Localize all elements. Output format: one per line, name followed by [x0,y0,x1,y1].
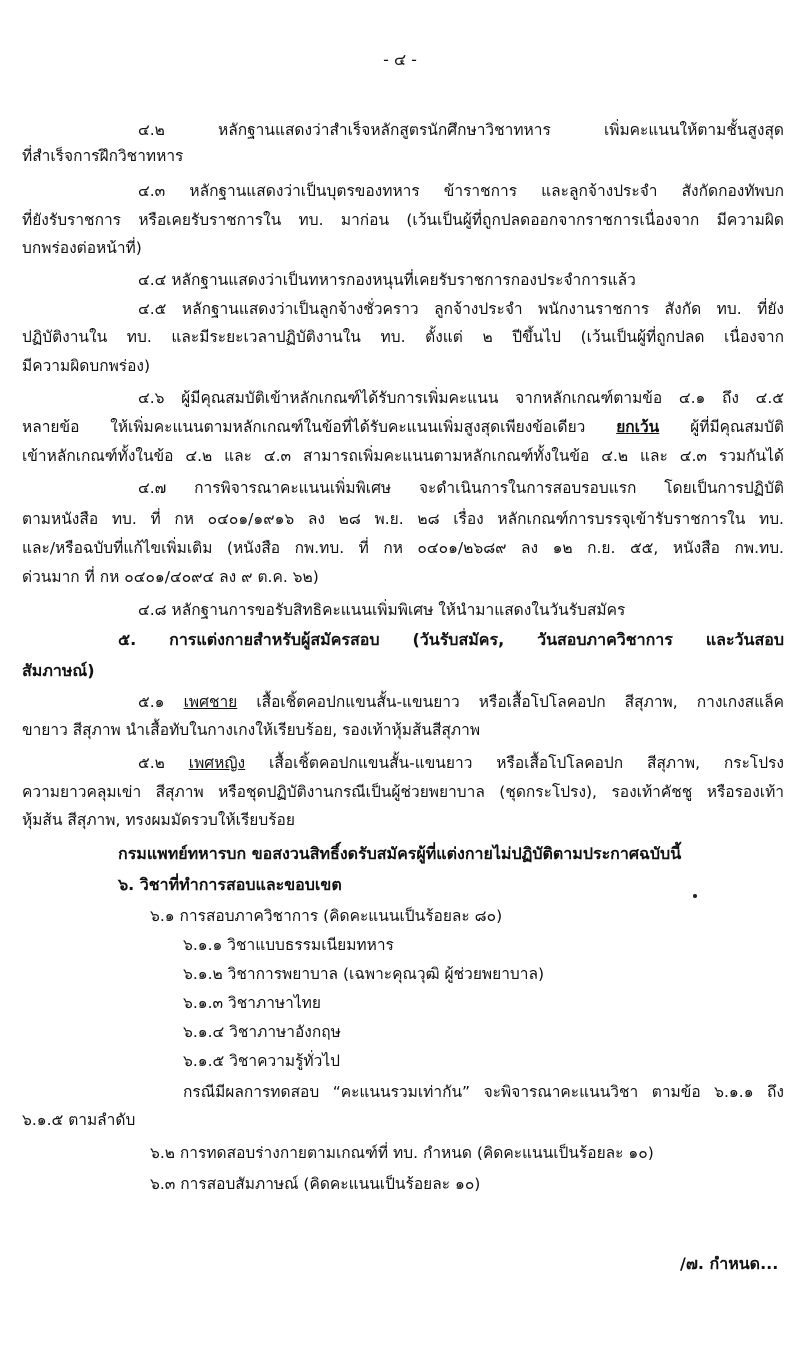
item-5-1-number: ๕.๑ [138,693,184,711]
item-6-1-3: ๖.๑.๓ วิชาภาษาไทย [183,994,321,1012]
item-4-7-line-2: ตามหนังสือ ทบ. ที่ กห ๐๔๐๑/๑๙๑๖ ลง ๒๘ พ.ย. ๒๘ เรื่อง หลักเกณฑ์การบรรจุเข้ารับราชการใน ทบ. [22,510,784,528]
item-4-5-line-3: มีความผิดบกพร่อง) [22,357,151,375]
item-5-2-number: ๕.๒ [138,754,189,772]
item-6-1: ๖.๑ การสอบภาควิชาการ (คิดคะแนนเป็นร้อยละ ๘๐) [150,907,503,925]
item-5-1-line-2: ขายาว สีสุภาพ นำเสื้อทับในกางเกงให้เรียบร้อย, รองเท้าหุ้มส้นสีสุภาพ [22,721,481,739]
item-4-6-line-2 [22,417,784,437]
item-4-6-line-1: ๔.๖ ผู้มีคุณสมบัติเข้าหลักเกณฑ์ได้รับการเพิ่มคะแนน จากหลักเกณฑ์ตามข้อ ๔.๑ ถึง ๔.๕ [138,389,784,407]
item-5-1-line-1 [138,692,784,712]
item-4-5-line-2: ปฏิบัติงานใน ทบ. และมีระยะเวลาปฏิบัติงานใน ทบ. ตั้งแต่ ๒ ปีขึ้นไป (เว้นเป็นผู้ที่ถูกปลด เนื่องจาก [22,328,784,346]
item-6-2: ๖.๒ การทดสอบร่างกายตามเกณฑ์ที่ ทบ. กำหนด (คิดคะแนนเป็นร้อยละ ๑๐) [150,1144,654,1162]
item-4-6-text-a: หลายข้อ ให้เพิ่มคะแนนตามหลักเกณฑ์ในข้อที่ได้รับคะแนนเพิ่มสูงสุดเพียงข้อเดียว [22,418,617,436]
item-4-8: ๔.๘ หลักฐานการขอรับสิทธิคะแนนเพิ่มพิเศษ ให้นำมาแสดงในวันรับสมัคร [138,601,626,619]
item-4-5-line-1: ๔.๕ หลักฐานแสดงว่าเป็นลูกจ้างชั่วคราว ลูกจ้างประจำ พนักงานราชการ สังกัด ทบ. ที่ยัง [138,300,784,318]
item-5-2-line-3: หุ้มส้น สีสุภาพ, ทรงผมมัดรวบให้เรียบร้อย [22,811,295,829]
item-4-7-line-1: ๔.๗ การพิจารณาคะแนนเพิ่มพิเศษ จะดำเนินการในการสอบรอบแรก โดยเป็นการปฏิบัติ [138,479,784,497]
item-4-2-line-1: ๔.๒ หลักฐานแสดงว่าสำเร็จหลักสูตรนักศึกษาวิชาทหาร เพิ่มคะแนนให้ตามชั้นสูงสุด [138,121,784,139]
item-5-2-text: เสื้อเชิ้ตคอปกแขนสั้น-แขนยาว หรือเสื้อโปโลคอปก สีสุภาพ, กระโปรง [245,754,784,772]
item-4-4: ๔.๔ หลักฐานแสดงว่าเป็นทหารกองหนุนที่เคยรับราชการกองประจำการแล้ว [138,271,636,289]
item-5-1-text: เสื้อเชิ้ตคอปกแขนสั้น-แขนยาว หรือเสื้อโปโลคอปก สีสุภาพ, กางเกงสแล็ค [237,693,784,711]
item-4-3-line-3: บกพร่องต่อหน้าที่) [22,239,142,257]
continuation-marker: /๗. กำหนด... [680,1254,779,1273]
ink-dot [693,894,697,898]
dress-code-notice: กรมแพทย์ทหารบก ขอสงวนสิทธิ์งดรับสมัครผู้ที่แต่งกายไม่ปฏิบัติตามประกาศฉบับนี้ [118,844,682,863]
item-6-1-1: ๖.๑.๑ วิชาแบบธรรมเนียมทหาร [183,936,394,954]
item-4-7-line-4: ด่วนมาก ที่ กห ๐๔๐๑/๔๐๙๔ ลง ๙ ต.ค. ๖๒) [22,568,319,586]
item-5-2-line-1 [138,753,784,773]
item-5-2-line-2: ความยาวคลุมเข่า สีสุภาพ หรือชุดปฏิบัติงานกรณีเป็นผู้ช่วยพยาบาล (ชุดกระโปรง), รองเท้าคัชชู หรือรองเท้า [22,783,784,801]
item-6-1-4: ๖.๑.๔ วิชาภาษาอังกฤษ [183,1023,341,1041]
section-5-heading-line-2: สัมภาษณ์) [22,661,95,680]
section-5-heading-line-1: ๕. การแต่งกายสำหรับผู้สมัครสอบ (วันรับสมัคร, วันสอบภาควิชาการ และวันสอบ [118,630,784,649]
item-6-1-5: ๖.๑.๕ วิชาความรู้ทั่วไป [183,1052,340,1070]
item-6-3: ๖.๓ การสอบสัมภาษณ์ (คิดคะแนนเป็นร้อยละ ๑๐) [150,1175,481,1193]
exception-keyword: ยกเว้น [616,418,660,436]
item-4-6-line-3: เข้าหลักเกณฑ์ทั้งในข้อ ๔.๒ และ ๔.๓ สามารถเพิ่มคะแนนตามหลักเกณฑ์ทั้งในข้อ ๔.๒ และ ๔.๓ รวมกันได้ [22,447,784,465]
item-4-6-text-b: ผู้ที่มีคุณสมบัติ [659,418,784,436]
tie-rule-line-2: ๖.๑.๕ ตามลำดับ [22,1111,136,1129]
page-number: - ๔ - [383,50,417,69]
item-4-2-line-2: ที่สำเร็จการฝึกวิชาทหาร [22,147,184,165]
tie-rule-line-1: กรณีมีผลการทดสอบ “คะแนนรวมเท่ากัน” จะพิจารณาคะแนนวิชา ตามข้อ ๖.๑.๑ ถึง [183,1083,784,1101]
item-4-7-line-3: และ/หรือฉบับที่แก้ไขเพิ่มเติม (หนังสือ กพ.ทบ. ที่ กห ๐๔๐๑/๒๖๘๙ ลง ๑๒ ก.ย. ๕๕, หนังสือ กพ.ทบ. [22,539,784,557]
item-4-3-line-1: ๔.๓ หลักฐานแสดงว่าเป็นบุตรของทหาร ข้าราชการ และลูกจ้างประจำ สังกัดกองทัพบก [138,182,784,200]
item-4-3-line-2: ที่ยังรับราชการ หรือเคยรับราชการใน ทบ. มาก่อน (เว้นเป็นผู้ที่ถูกปลดออกจากราชการเนื่องจาก มีความผิด [22,211,784,229]
male-label: เพศชาย [183,693,238,711]
item-6-1-2: ๖.๑.๒ วิชาการพยาบาล (เฉพาะคุณวุฒิ ผู้ช่วยพยาบาล) [183,965,544,983]
section-6-heading: ๖. วิชาที่ทำการสอบและขอบเขต [118,875,342,894]
female-label: เพศหญิง [188,754,246,772]
